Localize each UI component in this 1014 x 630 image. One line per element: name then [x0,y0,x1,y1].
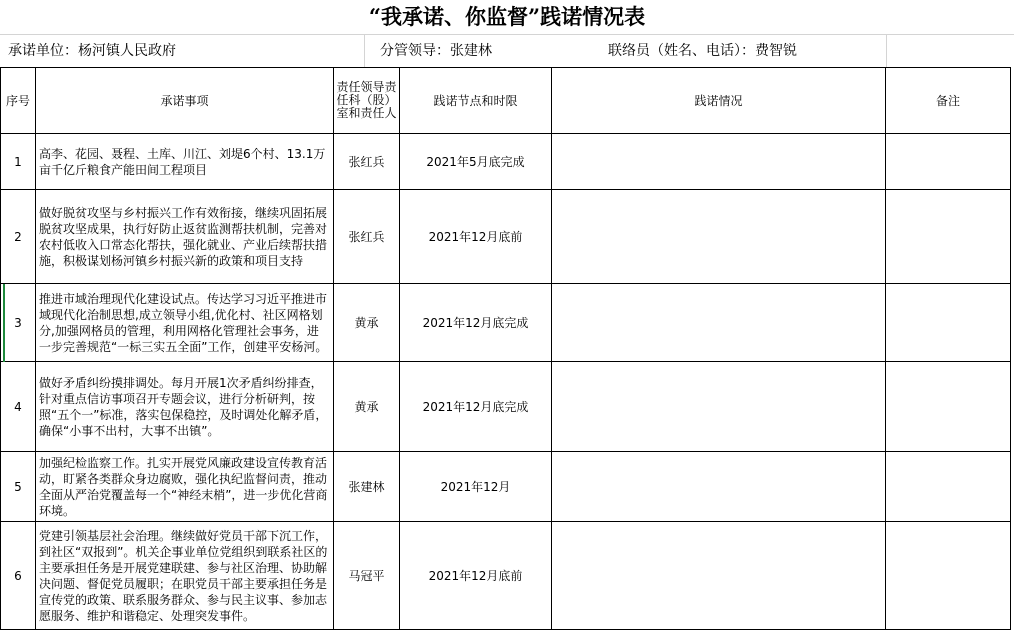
cell-status[interactable] [552,362,886,452]
header-responsible: 责任领导责任科（股）室和责任人 [334,68,400,134]
table-row [1,190,1011,284]
page-title: “我承诺、你监督”践诺情况表 [368,4,646,29]
cell-status[interactable] [552,134,886,190]
cell-person[interactable]: 张红兵 [334,190,400,284]
cell-remark[interactable] [886,190,1011,284]
grid-line [886,34,887,68]
cell-deadline[interactable]: 2021年5月底完成 [400,134,552,190]
cell-status[interactable] [552,284,886,362]
cell-deadline[interactable]: 2021年12月底完成 [400,284,552,362]
cell-item[interactable]: 做好矛盾纠纷摸排调处。每月开展1次矛盾纠纷排查，针对重点信访事项召开专题会议，进行分析研判，按照“五个一”标准，落实包保稳控，及时调处化解矛盾，确保“小事不出村，大事不出镇”。 [36,362,334,452]
cell-deadline[interactable]: 2021年12月底完成 [400,362,552,452]
cell-seq[interactable]: 1 [1,134,36,190]
commitment-table [0,67,1011,630]
cell-item[interactable]: 高李、花园、聂程、土库、川江、刘堤6个村、13.1万亩千亿斤粮食产能田间工程项目 [36,134,334,190]
header-remark: 备注 [886,68,1011,134]
info-bar [0,34,1014,68]
commit-unit: 承诺单位：杨河镇人民政府 [8,43,176,59]
header-status: 践诺情况 [552,68,886,134]
cell-status[interactable] [552,190,886,284]
cell-item[interactable]: 党建引领基层社会治理。继续做好党员干部下沉工作，到社区“双报到”。机关企事业单位党组织到联系社区的主要承担任务是开展党建联建、参与社区治理、协助解决问题、督促党员履职；在职党员干部主要承担任务是宣传党的政策、联系服务群众、参与民主议事、参加志愿服务、维护和谐稳定、处理突发事件。 [36,522,334,630]
table-row [1,362,1011,452]
cell-item[interactable]: 加强纪检监察工作。扎实开展党风廉政建设宣传教育活动，盯紧各类群众身边腐败，强化执纪监督问责，推动全面从严治党覆盖每一个“神经末梢”，进一步优化营商环境。 [36,452,334,522]
cell-remark[interactable] [886,284,1011,362]
selected-cell-indicator [3,284,5,362]
table-row [1,284,1011,362]
cell-person[interactable]: 张红兵 [334,134,400,190]
header-item: 承诺事项 [36,68,334,134]
header-row [1,68,1011,134]
table-row [1,522,1011,630]
cell-person[interactable]: 马冠平 [334,522,400,630]
header-seq: 序号 [1,68,36,134]
cell-seq[interactable]: 5 [1,452,36,522]
cell-deadline[interactable]: 2021年12月底前 [400,522,552,630]
cell-person[interactable]: 黄承 [334,362,400,452]
cell-status[interactable] [552,452,886,522]
cell-deadline[interactable]: 2021年12月 [400,452,552,522]
contact-person: 联络员（姓名、电话）：费智锐 [608,43,797,59]
table-row [1,134,1011,190]
table-row [1,452,1011,522]
cell-deadline[interactable]: 2021年12月底前 [400,190,552,284]
grid-line [364,34,365,68]
cell-seq[interactable]: 6 [1,522,36,630]
cell-person[interactable]: 黄承 [334,284,400,362]
cell-status[interactable] [552,522,886,630]
header-deadline: 践诺节点和时限 [400,68,552,134]
cell-remark[interactable] [886,452,1011,522]
supervising-leader: 分管领导：张建林 [380,43,492,59]
cell-seq[interactable]: 3 [1,284,36,362]
cell-person[interactable]: 张建林 [334,452,400,522]
cell-remark[interactable] [886,362,1011,452]
cell-item[interactable]: 做好脱贫攻坚与乡村振兴工作有效衔接，继续巩固拓展脱贫攻坚成果，执行好防止返贫监测帮扶机制，完善对农村低收入口常态化帮扶，强化就业、产业后续帮扶措施，积极谋划杨河镇乡村振兴新的政策和项目支持 [36,190,334,284]
cell-remark[interactable] [886,522,1011,630]
cell-seq[interactable]: 4 [1,362,36,452]
cell-seq[interactable]: 2 [1,190,36,284]
cell-item[interactable]: 推进市域治理现代化建设试点。传达学习习近平推进市域现代化治制思想,成立领导小组,优化村、社区网格划分,加强网格员的管理，利用网格化管理社会事务，进一步完善规范“一标三实五全面”工作，创建平安杨河。 [36,284,334,362]
cell-remark[interactable] [886,134,1011,190]
